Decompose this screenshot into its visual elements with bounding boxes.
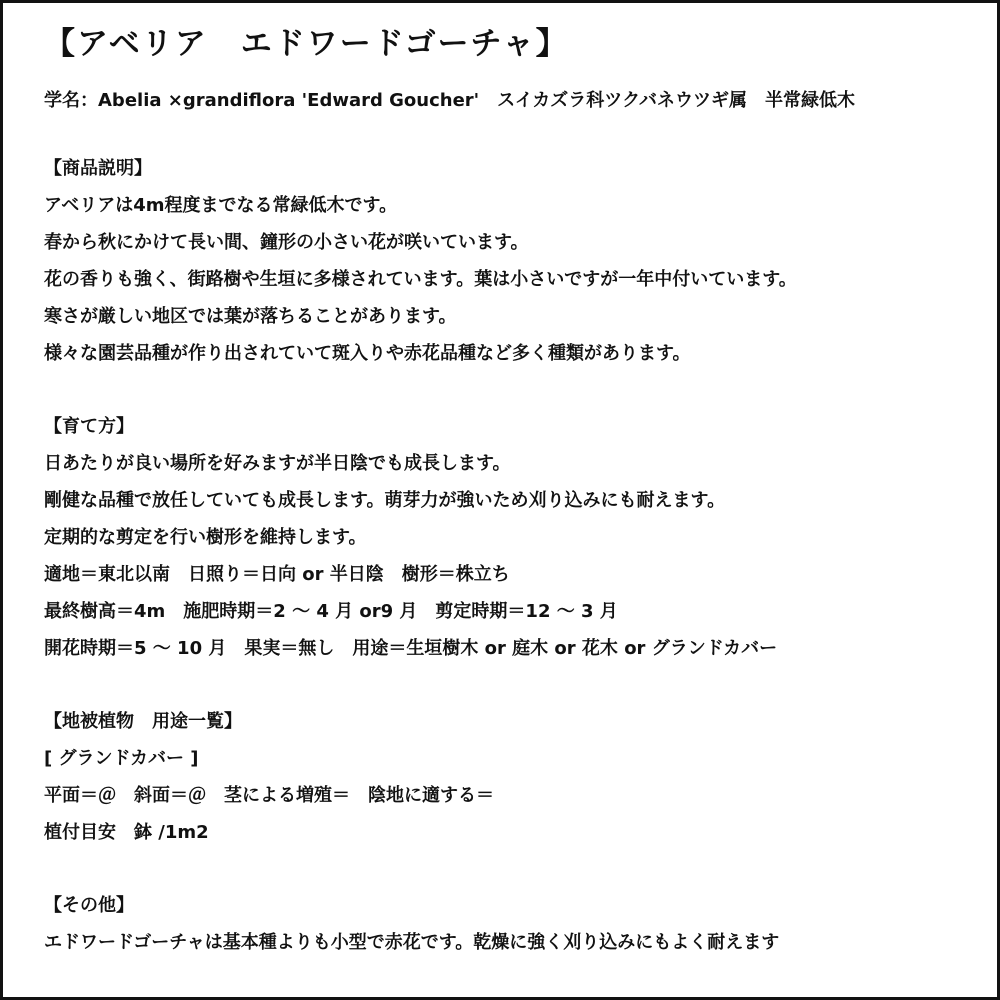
section-other [44,887,974,961]
document-body [44,18,974,961]
description-line: 寒さが厳しい地区では葉が落ちることがあります。 [44,306,457,327]
description-line: アベリアは4m程度までなる常緑低木です。 [44,195,398,216]
description-line: 様々な園芸品種が作り出されていて斑入りや赤花品種など多く種類があります。 [44,343,691,364]
section-product-description [44,150,974,372]
groundcover-label: [ グランドカバー ] [44,748,199,769]
section-groundcover-uses [44,703,974,851]
growing-line: 日あたりが良い場所を好みますが半日陰でも成長します。 [44,453,511,474]
section-how-to-grow [44,408,974,667]
groundcover-ratings: 平面＝＠ 斜面＝＠ 茎による増殖＝ 陰地に適する＝ [44,785,494,806]
planting-guide: 植付目安 鉢 /1m2 [44,822,209,843]
scientific-name: 学名：Abelia ×grandiflora 'Edward Goucher' スイカズラ科ツクバネウツギ属 半常緑低木 [44,90,856,111]
description-line: 春から秋にかけて長い間、鐘形の小さい花が咲いています。 [44,232,529,253]
growing-line: 定期的な剪定を行い樹形を維持します。 [44,527,367,548]
growing-spec-line: 開花時期＝5 ～ 10 月 果実＝無し 用途＝生垣樹木 or 庭木 or 花木 or グランドカバー [44,638,778,659]
growing-spec-line: 最終樹高＝4m 施肥時期＝2 ～ 4 月 or9 月 剪定時期＝12 ～ 3 月 [44,601,618,622]
page-title: 【アベリア エドワードゴーチャ】 [44,26,569,62]
other-line: エドワードゴーチャは基本種よりも小型で赤花です。乾燥に強く刈り込みにもよく耐えます [44,932,780,953]
growing-line: 剛健な品種で放任していても成長します。萌芽力が強いため刈り込みにも耐えます。 [44,490,726,511]
growing-spec-line: 適地＝東北以南 日照り＝日向 or 半日陰 樹形＝株立ち [44,564,510,585]
section-heading: 【その他】 [44,895,134,916]
description-line: 花の香りも強く、街路樹や生垣に多様されています。葉は小さいですが一年中付いています。 [44,269,797,290]
section-heading: 【商品説明】 [44,158,152,179]
section-heading: 【地被植物 用途一覧】 [44,711,242,732]
section-heading: 【育て方】 [44,416,134,437]
